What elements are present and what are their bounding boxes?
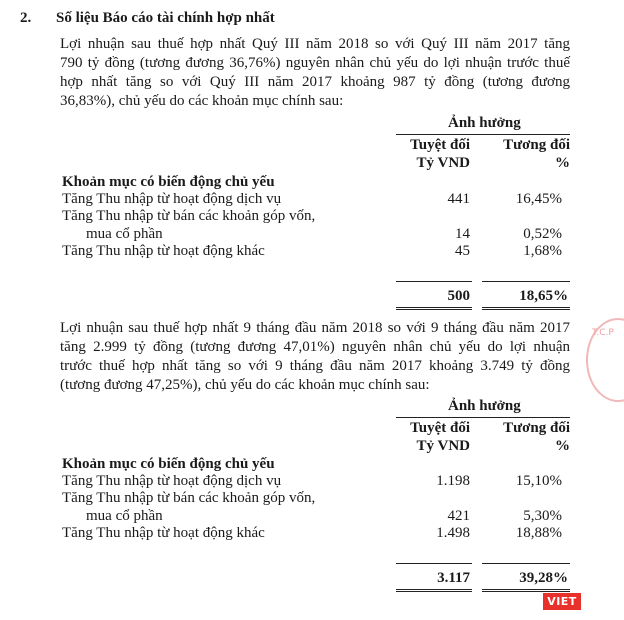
row-label: Tăng Thu nhập từ hoạt động khác <box>62 243 265 259</box>
row-abs-value: 14 <box>455 226 470 242</box>
row-label: Tăng Thu nhập từ hoạt động khác <box>62 525 265 541</box>
paragraph-line: Lợi nhuận sau thuế hợp nhất Quý III năm 2018 so với Quý III năm 2017 tăng <box>60 36 570 52</box>
paragraph-line: hợp nhất tăng so với Quý III năm 2017 khoảng 987 tỷ đồng (tương đương <box>60 74 570 90</box>
red-stamp <box>586 318 624 402</box>
total-abs-value: 500 <box>447 288 470 304</box>
row-header: Khoản mục có biến động chủ yếu <box>62 174 275 190</box>
row-abs-value: 1.498 <box>436 525 470 541</box>
row-abs-value: 1.198 <box>436 473 470 489</box>
paragraph-line: (tương đương 47,25%), chủ yếu do các khoản mục chính sau: <box>60 377 430 393</box>
total-rule-bottom <box>482 589 570 592</box>
total-rel-value: 18,65% <box>519 288 568 304</box>
row-label-cont: mua cổ phần <box>86 226 163 242</box>
col-abs-header-2: Tỷ VND <box>416 438 470 454</box>
paragraph-line: 36,83%), chủ yếu do các khoản mục chính sau: <box>60 93 344 109</box>
stamp-text: T.C.P <box>592 328 614 338</box>
row-rel-value: 0,52% <box>523 226 562 242</box>
group-header: Ảnh hưởng <box>448 115 521 131</box>
total-rule-top <box>482 281 570 282</box>
group-header: Ảnh hưởng <box>448 398 521 414</box>
row-label-cont: mua cổ phần <box>86 508 163 524</box>
row-rel-value: 1,68% <box>523 243 562 259</box>
q3-paragraph <box>60 36 570 112</box>
row-rel-value: 18,88% <box>515 525 562 541</box>
paragraph-line: trước thuế hợp nhất tăng so với 9 tháng đầu năm 2017 khoảng 3.749 tỷ đồng <box>60 358 570 374</box>
paragraph-line: tăng 2.999 tỷ đồng (tương đương 47,01%) nguyên nhân chủ yếu do lợi nhuận <box>60 339 570 355</box>
total-abs-value: 3.117 <box>437 570 470 586</box>
row-rel-value: 16,45% <box>515 191 562 207</box>
row-rel-value: 15,10% <box>515 473 562 489</box>
col-abs-header-2: Tỷ VND <box>416 155 470 171</box>
row-abs-value: 45 <box>455 243 470 259</box>
row-abs-value: 421 <box>447 508 470 524</box>
row-label: Tăng Thu nhập từ hoạt động dịch vụ <box>62 473 282 489</box>
col-rel-header-1: Tương đối <box>503 420 570 436</box>
col-rel-header-2: % <box>555 438 570 454</box>
total-rule-bottom <box>396 307 472 310</box>
paragraph-line: Lợi nhuận sau thuế hợp nhất 9 tháng đầu năm 2018 so với 9 tháng đầu năm 2017 <box>60 320 570 336</box>
col-rel-header-2: % <box>555 155 570 171</box>
row-label: Tăng Thu nhập từ hoạt động dịch vụ <box>62 191 282 207</box>
total-rule-bottom <box>396 589 472 592</box>
section-title: Số liệu Báo cáo tài chính hợp nhất <box>56 10 275 26</box>
m9-paragraph <box>60 320 570 396</box>
row-abs-value: 441 <box>447 191 470 207</box>
paragraph-line: 790 tỷ đồng (tương đương 36,76%) nguyên nhân chủ yếu do lợi nhuận trước thuế <box>60 55 570 71</box>
col-abs-header-1: Tuyệt đối <box>410 137 470 153</box>
row-header: Khoản mục có biến động chủ yếu <box>62 456 275 472</box>
total-rule-top <box>396 281 472 282</box>
row-label: Tăng Thu nhập từ bán các khoản góp vốn, <box>62 208 316 224</box>
total-rule-top <box>396 563 472 564</box>
col-abs-header-1: Tuyệt đối <box>410 420 470 436</box>
total-rel-value: 39,28% <box>519 570 568 586</box>
section-number: 2. <box>20 10 32 26</box>
group-header-rule <box>396 134 570 135</box>
row-rel-value: 5,30% <box>523 508 562 524</box>
total-rule-top <box>482 563 570 564</box>
col-rel-header-1: Tương đối <box>503 137 570 153</box>
total-rule-bottom <box>482 307 570 310</box>
viet-watermark-logo: VIET <box>543 593 581 610</box>
group-header-rule <box>396 417 570 418</box>
row-label: Tăng Thu nhập từ bán các khoản góp vốn, <box>62 490 316 506</box>
